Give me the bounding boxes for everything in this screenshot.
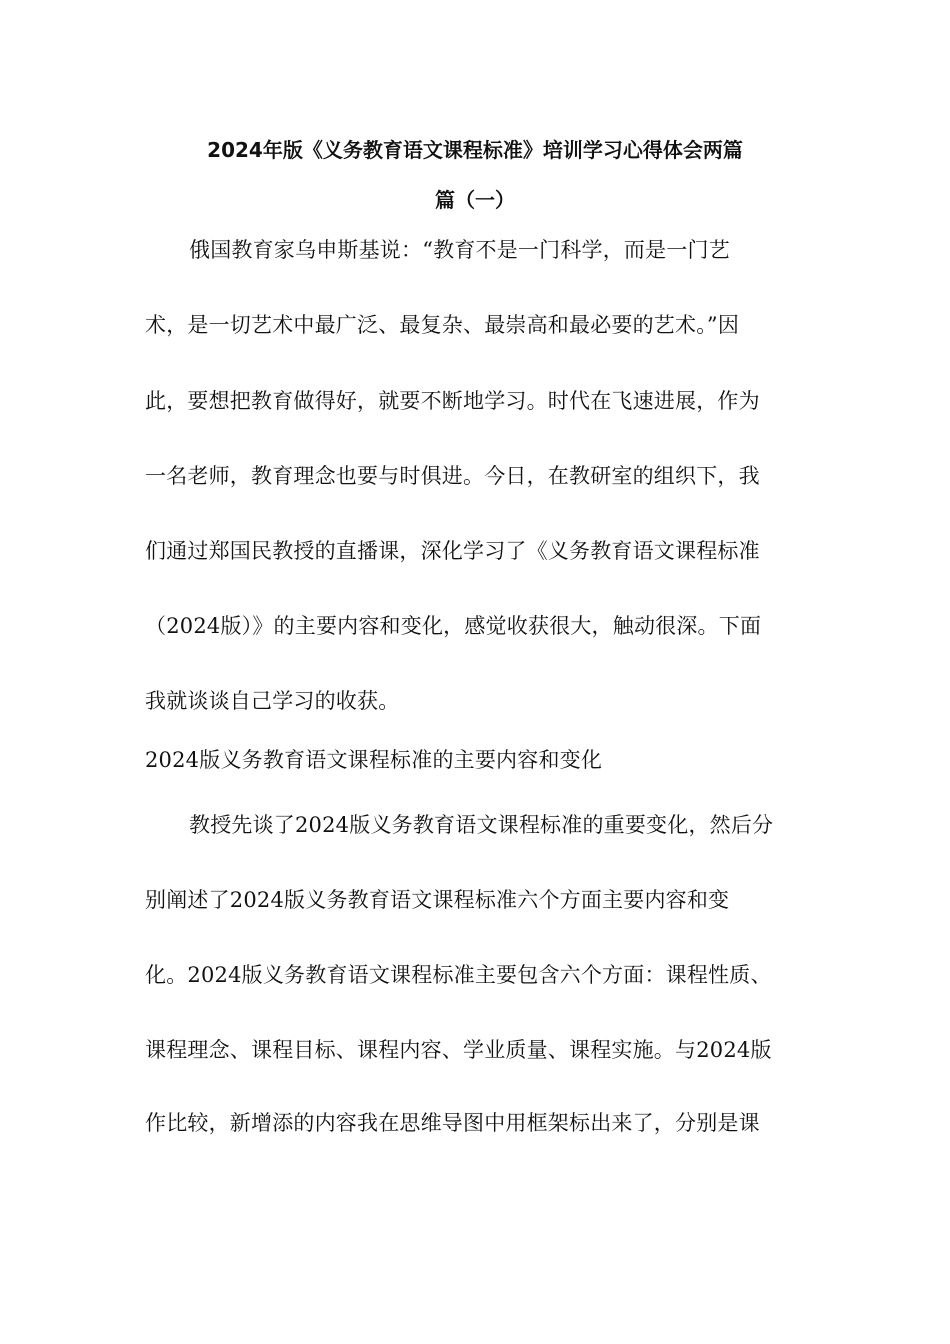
document-title: 2024年版《义务教育语文课程标准》培训学习心得体会两篇	[207, 138, 743, 162]
paragraph-line: 我就谈谈自己学习的收获。	[145, 689, 400, 713]
paragraph-line: 术，是一切艺术中最广泛、最复杂、最崇高和最必要的艺术。”因	[145, 313, 740, 337]
paragraph-line: 作比较，新增添的内容我在思维导图中用框架标出来了，分别是课	[145, 1111, 760, 1135]
section-heading: 2024版义务教育语文课程标准的主要内容和变化	[145, 748, 603, 772]
paragraph-line: 俄国教育家乌申斯基说：“教育不是一门科学，而是一门艺	[189, 238, 730, 262]
paragraph-line: 们通过郑国民教授的直播课，深化学习了《义务教育语文课程标准	[145, 539, 760, 563]
paragraph-line: 课程理念、课程目标、课程内容、学业质量、课程实施。与2024版	[145, 1038, 772, 1062]
paragraph-line: （2024版）》的主要内容和变化，感觉收获很大，触动很深。下面	[145, 614, 762, 638]
paragraph-line: 化。2024版义务教育语文课程标准主要包含六个方面：课程性质、	[145, 963, 772, 987]
paragraph-line: 别阐述了2024版义务教育语文课程标准六个方面主要内容和变	[145, 888, 730, 912]
paragraph-line: 此，要想把教育做得好，就要不断地学习。时代在飞速进展，作为	[145, 389, 760, 413]
document-subtitle: 篇（一）	[435, 188, 515, 212]
paragraph-line: 教授先谈了2024版义务教育语文课程标准的重要变化，然后分	[189, 813, 774, 837]
paragraph-line: 一名老师，教育理念也要与时俱进。今日，在教研室的组织下，我	[145, 464, 760, 488]
